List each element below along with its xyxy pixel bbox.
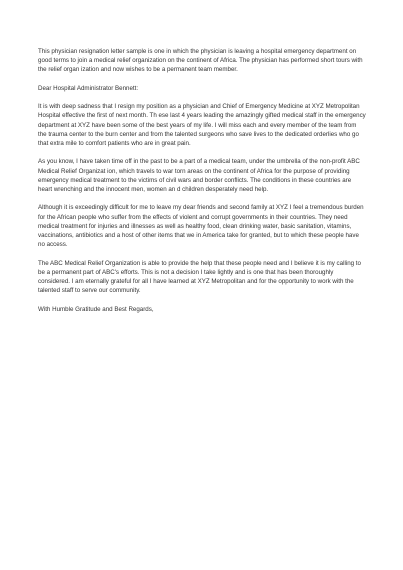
- letter-body: [38, 47, 366, 323]
- closing-line: With Humble Gratitude and Best Regards,: [38, 305, 154, 313]
- body-paragraph-4: The ABC Medical Relief Organization is able to provide the help that these people need and I believe it is my calling to be a permanent part of ABC's efforts. This is not a decision I take lightly and is one that has been thoroughly considered. I am eternally grateful for all I have learned at XYZ Metropolitan and for the opportunity to work with the talented staff to serve our community.: [38, 259, 361, 295]
- body-paragraph-3: Although it is exceedingly difficult for me to leave my dear friends and second family at XYZ I feel a tremendous burden for the African people who suffer from the effects of violent and corrupt governments in their countries. They need medical treatment for injuries and illnesses as well as healthy food, clean drinking water, basic sanitation, vitamins, vaccinations, antibiotics and a host of other items that we in America take for granted, but to which these people have no access.: [38, 204, 364, 249]
- body-paragraph-1: It is with deep sadness that I resign my position as a physician and Chief of Emergency Medicine at XYZ Metropolitan Hospital effective the first of next month. Th ese last 4 years leading the amazingly gifted medical staff in the emergency department at XYZ have been some of the best years of my life. I will miss each and every member of the team from the trauma center to the burn center and from the talented surgeons who save lives to the dedicated orderlies who go that extra mile to comfort patients who are in great pain.: [38, 103, 366, 147]
- body-paragraph-2: As you know, I have taken time off in the past to be a part of a medical team, under the umbrella of the non-profit ABC Medical Relief Organizat ion, which travels to war torn areas on the continent of Africa for the purpose of providing emergency medical treatment to the victims of civil wars and border conflicts. The conditions in these countries are heart wrenching and the innocent men, women an d children desperately need help.: [38, 158, 360, 193]
- salutation: Dear Hospital Administrator Bennett:: [38, 84, 139, 92]
- intro-paragraph: This physician resignation letter sample is one in which the physician is leaving a hospital emergency department on good terms to join a medical relief organization on the continent of Africa. The physician has performed short tours with the relief organ ization and now wishes to be a permanent team member.: [38, 48, 363, 74]
